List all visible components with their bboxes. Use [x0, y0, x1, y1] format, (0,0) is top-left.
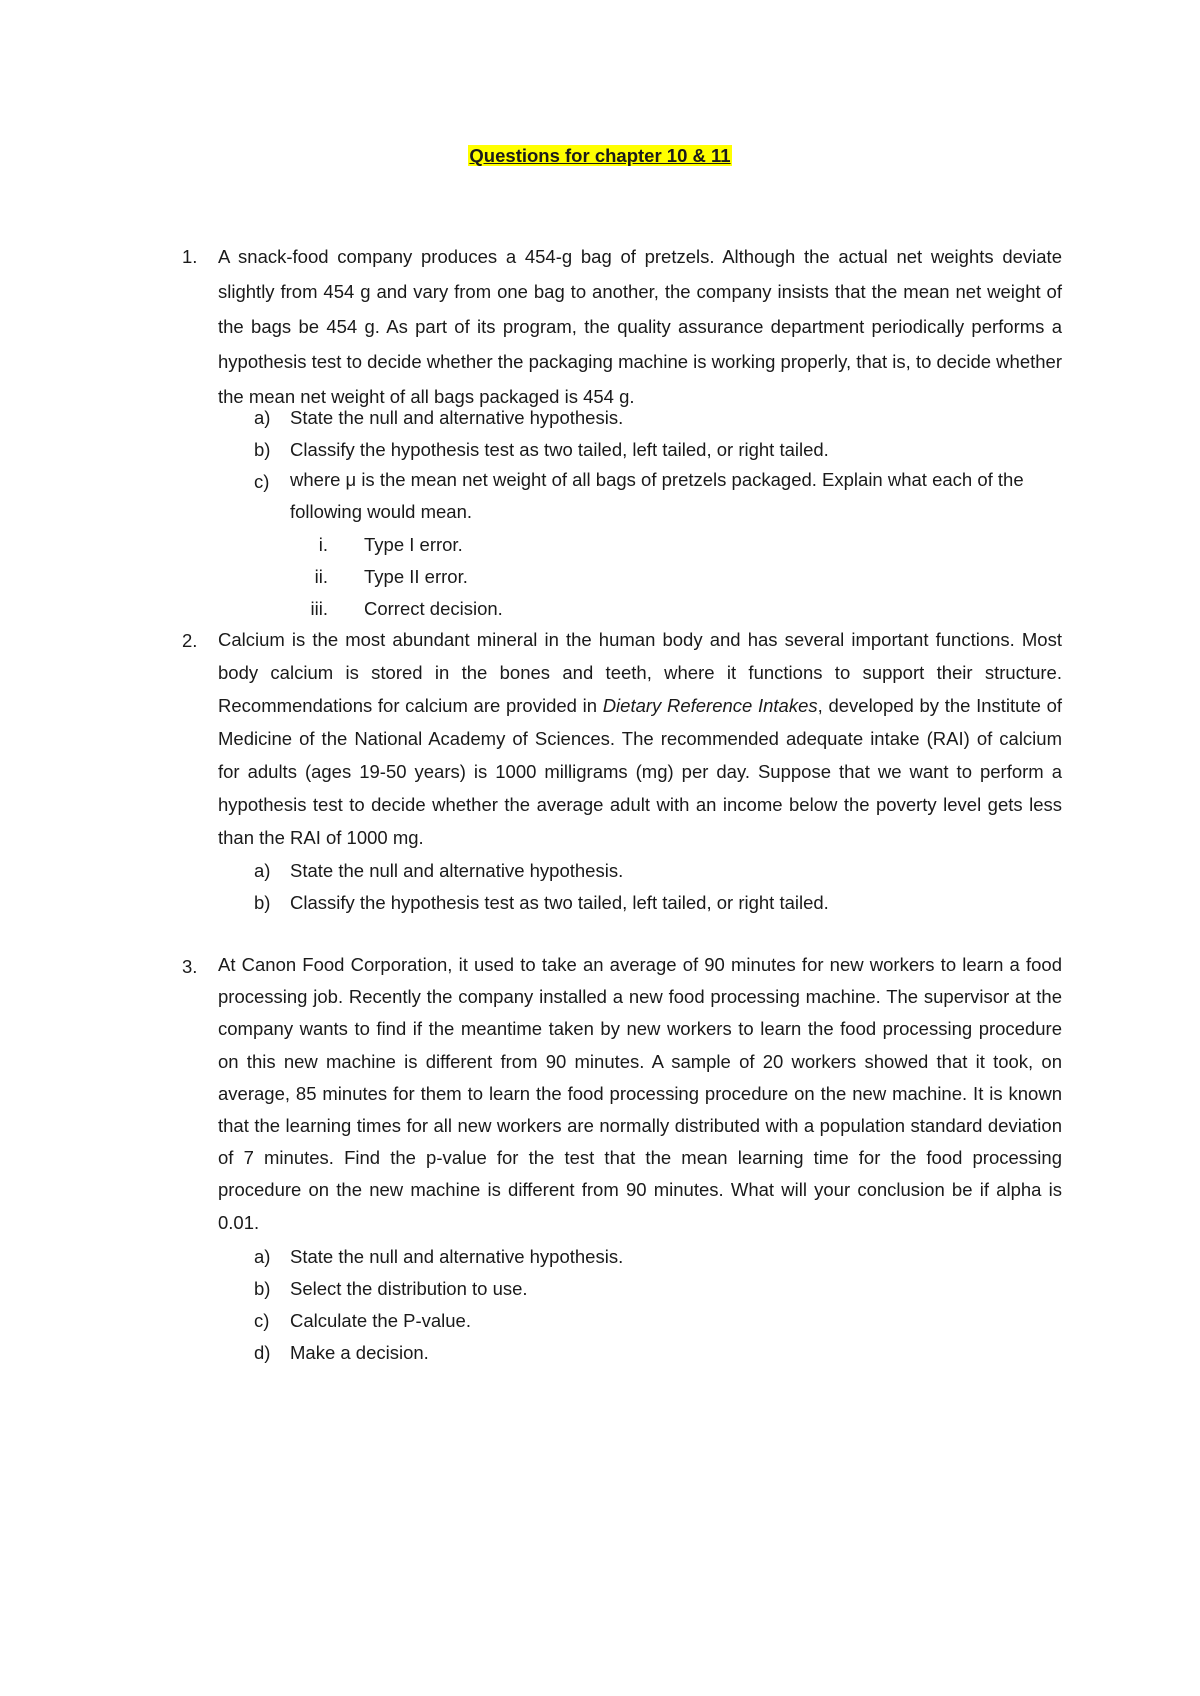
part-label: a) — [254, 407, 271, 428]
part-text: State the null and alternative hypothesis. — [290, 860, 624, 881]
part-label: d) — [254, 1342, 271, 1363]
part-text: where μ is the mean net weight of all bags of pretzels packaged. Explain what each of the following would mean. — [290, 469, 1024, 522]
part-text: State the null and alternative hypothesis. — [290, 1246, 624, 1267]
part-text: Classify the hypothesis test as two tailed, left tailed, or right tailed. — [290, 439, 829, 460]
part-label: b) — [254, 892, 271, 913]
part-label: a) — [254, 1246, 271, 1267]
subpart-label: ii. — [314, 566, 328, 587]
part-text: State the null and alternative hypothesis. — [290, 407, 624, 428]
subpart-label: iii. — [310, 598, 328, 619]
question-text — [218, 623, 1062, 854]
part-text: Classify the hypothesis test as two tailed, left tailed, or right tailed. — [290, 892, 829, 913]
part-text: Select the distribution to use. — [290, 1278, 528, 1299]
page-title: Questions for chapter 10 & 11 — [469, 145, 731, 166]
title-container — [0, 145, 1200, 167]
part-label: a) — [254, 860, 271, 881]
part-text: Make a decision. — [290, 1342, 429, 1363]
subpart-label: i. — [318, 534, 328, 555]
question-text: At Canon Food Corporation, it used to take an average of 90 minutes for new workers to learn a food processing job. Recently the company installed a new food processing machine. The supervisor at the company wants to find if the meantime taken by new workers to learn the food processing procedure on this new machine is different from 90 minutes. A sample of 20 workers showed that it took, on average, 85 minutes for them to learn the food processing procedure on the new machine. It is known that the learning times for all new workers are normally distributed with a population standard deviation of 7 minutes. Find the p-value for the test that the mean learning time for the food processing procedure on the new machine is different from 90 minutes. What will your conclusion be if alpha is 0.01. — [218, 954, 1062, 1233]
part-label: c) — [254, 471, 270, 492]
part-label: b) — [254, 439, 271, 460]
subpart-text: Correct decision. — [364, 598, 503, 619]
question-text: A snack-food company produces a 454-g bag of pretzels. Although the actual net weights deviate slightly from 454 g and vary from one bag to another, the company insists that the mean net weight of the bags be 454 g. As part of its program, the quality assurance department periodically performs a hypothesis test to decide whether the packaging machine is working properly, that is, to decide whether the mean net weight of all bags packaged is 454 g. — [218, 246, 1062, 407]
question-number: 3. — [182, 956, 198, 977]
part-label: c) — [254, 1310, 270, 1331]
part-text: Calculate the P-value. — [290, 1310, 471, 1331]
subpart-text: Type II error. — [364, 566, 468, 587]
question-number: 1. — [182, 246, 198, 267]
subpart-text: Type I error. — [364, 534, 463, 555]
publication-title: Dietary Reference Intakes — [602, 695, 818, 716]
part-label: b) — [254, 1278, 271, 1299]
question-text-part: Calcium is the most abundant mineral in the human body and has several important functions. Most body calcium is stored in the bones and teeth, where it functions to support their structure. Recommendations for calcium are provided in — [218, 629, 1062, 716]
question-number: 2. — [182, 630, 198, 651]
question-text-part: , developed by the Institute of Medicine of the National Academy of Sciences. The recommended adequate intake (RAI) of calcium for adults (ages 19-50 years) is 1000 milligrams (mg) per day. Suppose that we want to perform a hypothesis test to decide whether the average adult with an income below the poverty level gets less than the RAI of 1000 mg. — [218, 695, 1062, 848]
